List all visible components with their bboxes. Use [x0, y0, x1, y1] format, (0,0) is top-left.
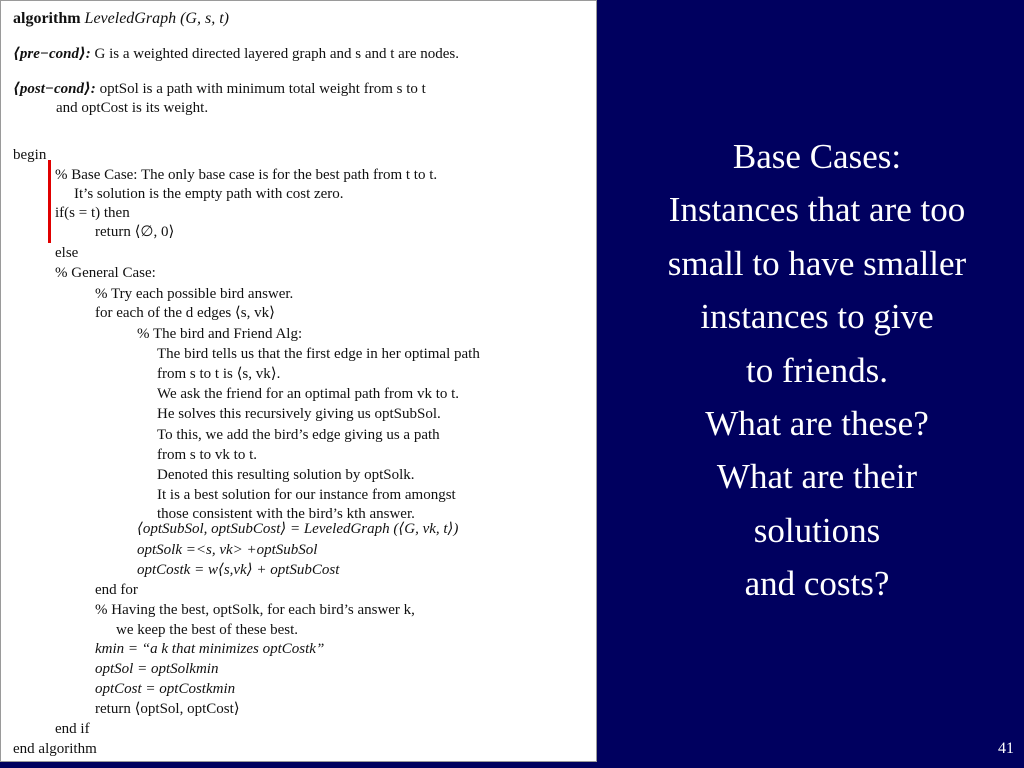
code-line: end for — [95, 582, 138, 598]
code-line: optCost = optCostkmin — [95, 681, 236, 697]
code-line: if(s = t) then — [55, 205, 130, 221]
pre-condition — [13, 45, 459, 63]
code-line: return ⟨∅, 0⟩ — [95, 224, 175, 240]
code-line: begin — [13, 147, 47, 163]
post-cond-text: optSol is a path with minimum total weight from s to t — [99, 81, 426, 97]
page-number: 41 — [998, 740, 1014, 757]
code-line: To this, we add the bird’s edge giving us a path — [157, 427, 440, 443]
code-line: The bird tells us that the first edge in her optimal path — [157, 346, 480, 362]
code-line: optCostk = w⟨s,vk⟩ + optSubCost — [137, 562, 340, 578]
pre-cond-label: ⟨pre−cond⟩: — [13, 46, 91, 62]
code-line: optSol = optSolkmin — [95, 661, 219, 677]
code-line: % Base Case: The only base case is for the best path from t to t. — [55, 167, 438, 183]
code-line: % Having the best, optSolk, for each bird’s answer k, — [95, 602, 415, 618]
code-line: for each of the d edges ⟨s, vk⟩ — [95, 305, 275, 321]
code-line: He solves this recursively giving us optSubSol. — [157, 406, 441, 422]
slide-text-line: What are their — [716, 457, 918, 497]
code-line: return ⟨optSol, optCost⟩ — [95, 701, 240, 717]
code-line: ⟨optSubSol, optSubCost⟩ = LeveledGraph (⟨G, vk, t⟩) — [137, 521, 459, 537]
code-line: else — [55, 245, 79, 261]
algorithm-name: LeveledGraph — [84, 10, 177, 27]
slide-text-line: Instances that are too — [668, 190, 966, 230]
code-line: from s to vk to t. — [157, 447, 257, 463]
slide-text-line: to friends. — [746, 350, 888, 390]
code-line: We ask the friend for an optimal path from vk to t. — [157, 386, 460, 402]
algorithm-header — [13, 10, 229, 28]
slide-text-line: What are these? — [705, 404, 929, 444]
slide-question-text — [612, 130, 1022, 611]
code-line: % The bird and Friend Alg: — [137, 326, 303, 342]
post-condition — [13, 80, 426, 98]
code-line: end algorithm — [13, 741, 97, 757]
code-line: Denoted this resulting solution by optSolk. — [157, 467, 415, 483]
code-line: we keep the best of these best. — [116, 622, 299, 638]
code-line: optSolk =<s, vk> +optSubSol — [137, 542, 318, 558]
slide-text-line: and costs? — [744, 564, 890, 604]
slide-text-line: Base Cases: — [732, 137, 902, 176]
base-case-marker — [48, 160, 51, 243]
code-line: It is a best solution for our instance from amongst — [157, 487, 456, 503]
slide-text-line: small to have smaller — [667, 243, 967, 283]
code-line: It’s solution is the empty path with cost zero. — [74, 186, 344, 202]
pre-cond-text: G is a weighted directed layered graph and s and t are nodes. — [94, 46, 459, 62]
post-cond-label: ⟨post−cond⟩: — [13, 81, 96, 97]
algorithm-keyword: algorithm — [13, 10, 81, 27]
code-line: kmin = “a k that minimizes optCostk” — [95, 641, 325, 657]
slide-text-line: solutions — [753, 510, 881, 550]
code-line: end if — [55, 721, 90, 737]
algorithm-args: (G, s, t) — [180, 10, 229, 27]
code-line: from s to t is ⟨s, vk⟩. — [157, 366, 281, 382]
code-line: % General Case: — [55, 265, 156, 281]
slide-text-line: instances to give — [700, 297, 934, 337]
post-cond-text-2: and optCost is its weight. — [56, 100, 209, 116]
code-line: % Try each possible bird answer. — [95, 286, 294, 302]
code-line: those consistent with the bird’s kth answer. — [157, 506, 415, 522]
